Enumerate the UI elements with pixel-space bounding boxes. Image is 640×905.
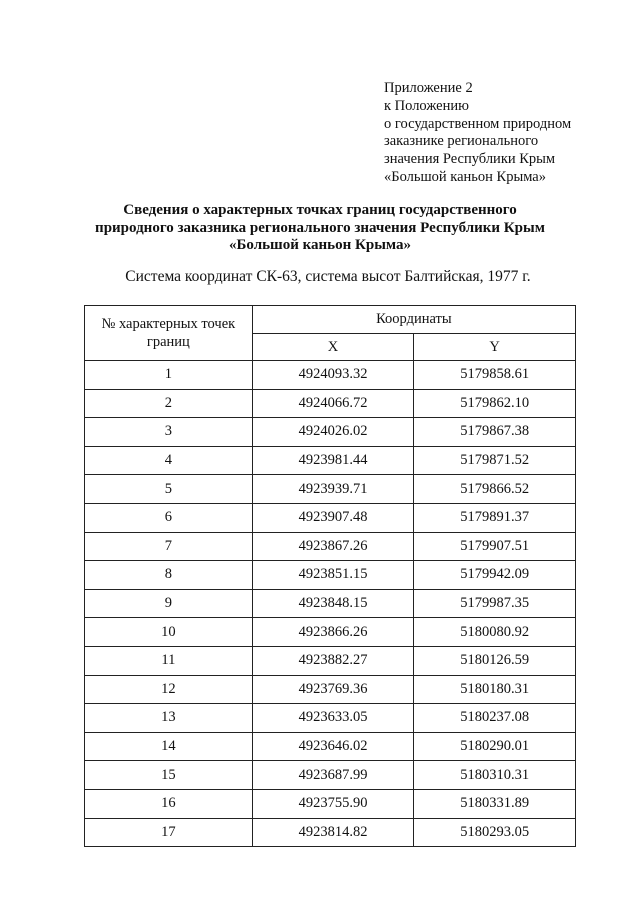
header-point-number: № характерных точек границ	[85, 306, 253, 361]
y-coordinate-cell: 5179858.61	[414, 361, 576, 390]
y-coordinate-cell: 5180080.92	[414, 618, 576, 647]
x-coordinate-cell: 4923646.02	[252, 732, 414, 761]
y-coordinate-cell: 5180237.08	[414, 704, 576, 733]
x-coordinate-cell: 4923633.05	[252, 704, 414, 733]
title-line: «Большой каньон Крыма»	[228, 237, 412, 253]
table-row	[85, 704, 576, 733]
annex-reference	[384, 80, 571, 187]
x-coordinate-cell: 4923814.82	[252, 818, 414, 847]
table-row	[85, 561, 576, 590]
table-row	[85, 675, 576, 704]
point-number-cell: 10	[85, 618, 253, 647]
table-row	[85, 446, 576, 475]
x-coordinate-cell: 4923687.99	[252, 761, 414, 790]
coordinate-system-caption: Система координат СК-63, система высот Балтийская, 1977 г.	[125, 268, 531, 285]
y-coordinate-cell: 5179867.38	[414, 418, 576, 447]
x-coordinate-cell: 4924066.72	[252, 389, 414, 418]
point-number-cell: 17	[85, 818, 253, 847]
table-row	[85, 646, 576, 675]
table-row	[85, 475, 576, 504]
y-coordinate-cell: 5180290.01	[414, 732, 576, 761]
table-row	[85, 732, 576, 761]
x-coordinate-cell: 4924026.02	[252, 418, 414, 447]
table-row	[85, 389, 576, 418]
point-number-cell: 16	[85, 789, 253, 818]
title-line: Сведения о характерных точках границ государственного	[123, 202, 517, 218]
table-row	[85, 503, 576, 532]
header-x: X	[252, 334, 414, 361]
x-coordinate-cell: 4923848.15	[252, 589, 414, 618]
table-row	[85, 589, 576, 618]
point-number-cell: 15	[85, 761, 253, 790]
x-coordinate-cell: 4923866.26	[252, 618, 414, 647]
table-row	[85, 361, 576, 390]
title-line: природного заказника регионального значения Республики Крым	[95, 219, 545, 236]
header-y: Y	[414, 334, 576, 361]
y-coordinate-cell: 5179942.09	[414, 561, 576, 590]
point-number-cell: 3	[85, 418, 253, 447]
point-number-cell: 14	[85, 732, 253, 761]
annex-line: «Большой каньон Крыма»	[384, 168, 546, 185]
annex-line: Приложение 2	[384, 80, 473, 96]
y-coordinate-cell: 5179866.52	[414, 475, 576, 504]
y-coordinate-cell: 5179987.35	[414, 589, 576, 618]
x-coordinate-cell: 4923981.44	[252, 446, 414, 475]
x-coordinate-cell: 4923867.26	[252, 532, 414, 561]
point-number-cell: 13	[85, 704, 253, 733]
x-coordinate-cell: 4923939.71	[252, 475, 414, 504]
y-coordinate-cell: 5180126.59	[414, 646, 576, 675]
point-number-cell: 6	[85, 503, 253, 532]
point-number-cell: 5	[85, 475, 253, 504]
x-coordinate-cell: 4923755.90	[252, 789, 414, 818]
boundary-points-table	[84, 305, 576, 847]
table-row	[85, 761, 576, 790]
table-row	[85, 818, 576, 847]
table-row	[85, 618, 576, 647]
point-number-cell: 7	[85, 532, 253, 561]
point-number-cell: 4	[85, 446, 253, 475]
table-row	[85, 532, 576, 561]
y-coordinate-cell: 5180180.31	[414, 675, 576, 704]
y-coordinate-cell: 5180293.05	[414, 818, 576, 847]
y-coordinate-cell: 5180310.31	[414, 761, 576, 790]
y-coordinate-cell: 5179907.51	[414, 532, 576, 561]
annex-line: к Положению	[384, 97, 469, 114]
annex-line: о государственном природном	[384, 115, 572, 132]
point-number-cell: 9	[85, 589, 253, 618]
document-title	[60, 202, 580, 255]
table-row	[85, 789, 576, 818]
header-coordinates: Координаты	[252, 306, 575, 334]
x-coordinate-cell: 4924093.32	[252, 361, 414, 390]
x-coordinate-cell: 4923882.27	[252, 646, 414, 675]
x-coordinate-cell: 4923907.48	[252, 503, 414, 532]
x-coordinate-cell: 4923851.15	[252, 561, 414, 590]
table-row	[85, 418, 576, 447]
point-number-cell: 2	[85, 389, 253, 418]
annex-line: значения Республики Крым	[384, 151, 556, 168]
y-coordinate-cell: 5180331.89	[414, 789, 576, 818]
annex-line: заказнике регионального	[384, 133, 539, 150]
point-number-cell: 1	[85, 361, 253, 390]
y-coordinate-cell: 5179862.10	[414, 389, 576, 418]
table-body	[85, 361, 576, 847]
point-number-cell: 8	[85, 561, 253, 590]
y-coordinate-cell: 5179871.52	[414, 446, 576, 475]
y-coordinate-cell: 5179891.37	[414, 503, 576, 532]
x-coordinate-cell: 4923769.36	[252, 675, 414, 704]
point-number-cell: 12	[85, 675, 253, 704]
point-number-cell: 11	[85, 646, 253, 675]
